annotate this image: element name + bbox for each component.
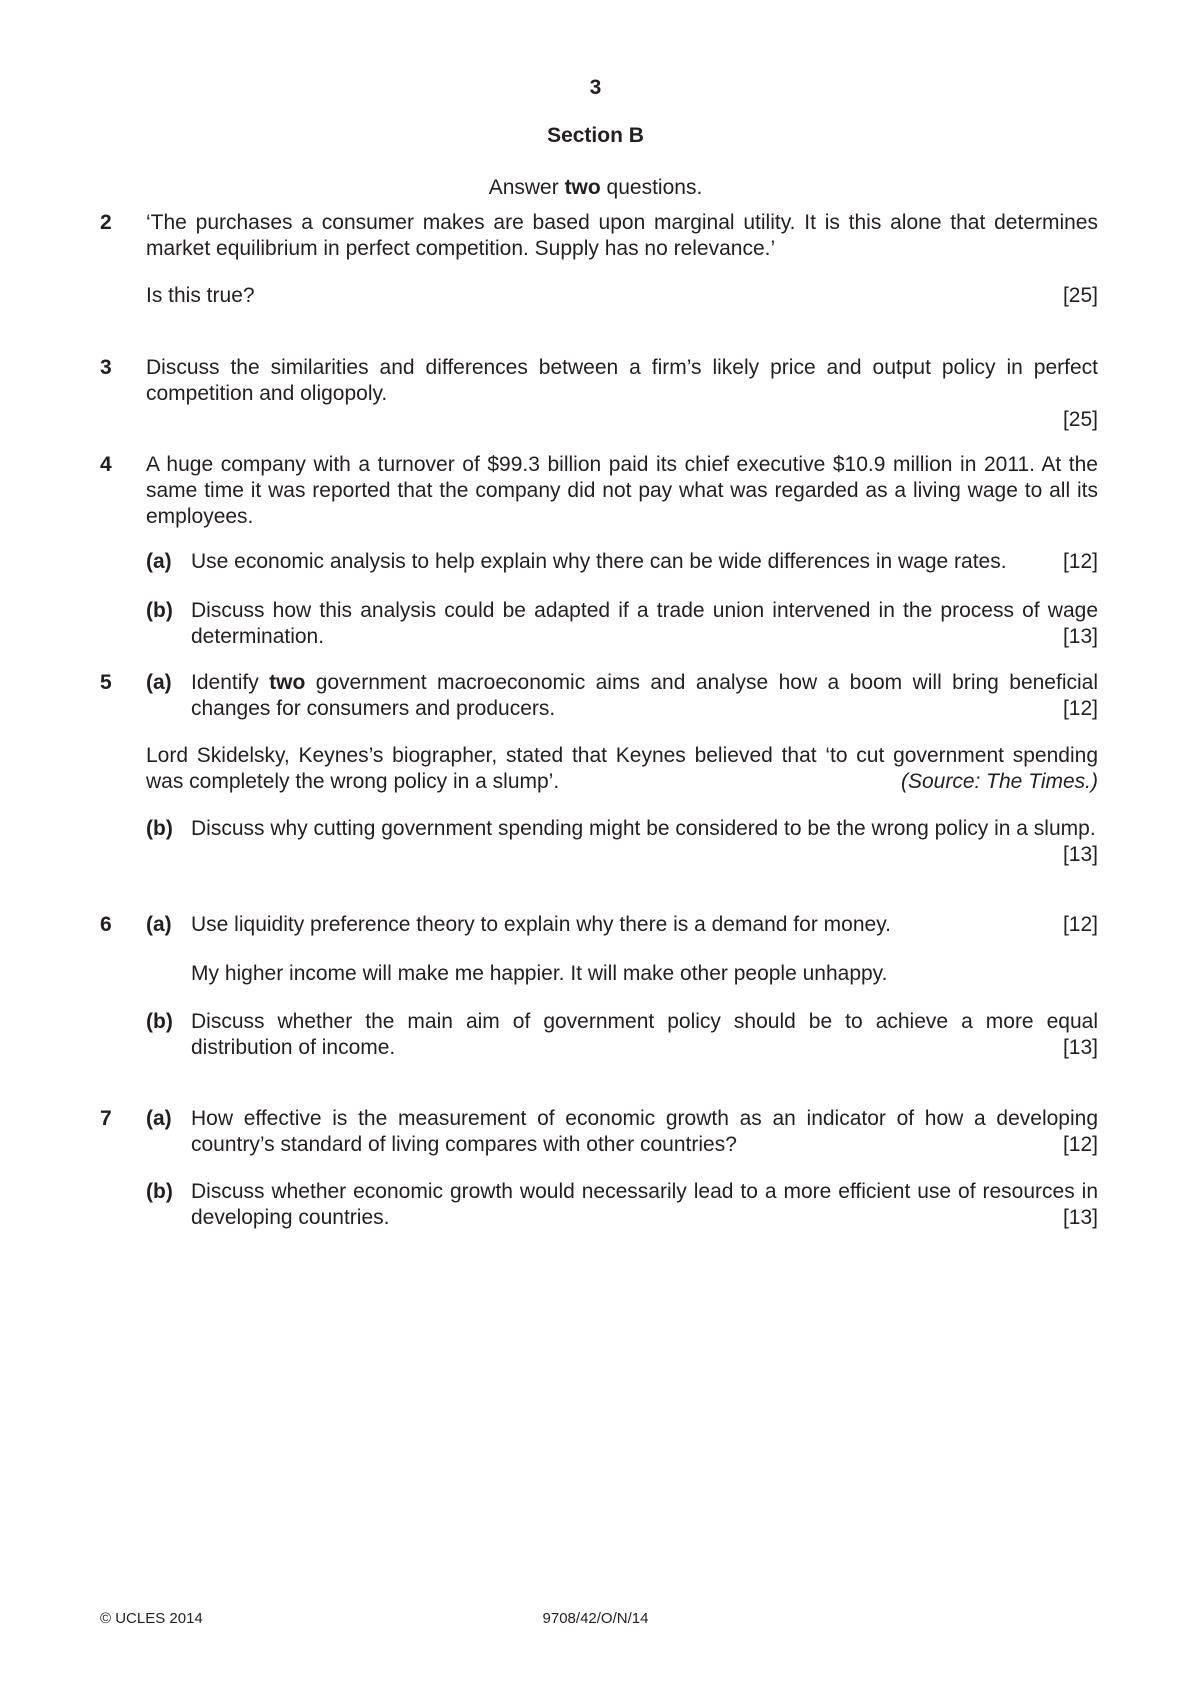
- mark: [25]: [1062, 408, 1098, 431]
- part-label: (a): [146, 671, 172, 694]
- part-text-bold: two: [269, 671, 306, 694]
- mark: [13]: [1062, 625, 1098, 648]
- instruction-text-1: Answer: [488, 176, 565, 199]
- mark: [13]: [1062, 843, 1098, 866]
- section-title: Section B: [547, 124, 644, 147]
- part-label: (a): [146, 1107, 172, 1130]
- question-text: A huge company with a turnover of $99.3 billion paid its chief executive $10.9 million in 2011. At the same time it was reported that the company did not pay what was regarded as a living wage to all its employees.: [146, 453, 1098, 528]
- part-text: Discuss whether the main aim of government policy should be to achieve a more equal distribution of income.: [191, 1010, 1098, 1059]
- part-text-2: government macroeconomic aims and analyse how a boom will bring beneficial changes for consumers and producers.: [191, 671, 1098, 720]
- part-text: Discuss how this analysis could be adapted if a trade union intervened in the process of wage determination.: [191, 599, 1098, 648]
- statement: My higher income will make me happier. It will make other people unhappy.: [191, 962, 888, 985]
- mark: [12]: [1062, 913, 1098, 936]
- page-number: 3: [589, 76, 602, 99]
- prompt-text: Is this true?: [146, 284, 255, 307]
- question-number: 6: [100, 913, 112, 936]
- mark: [12]: [1062, 1133, 1098, 1156]
- question-number: 3: [100, 356, 112, 379]
- copyright: © UCLES 2014: [100, 1610, 203, 1627]
- question-text-content: Discuss the similarities and differences between a firm’s likely price and output policy in perfect competition and oligopoly.: [146, 356, 1098, 405]
- quote: [146, 743, 1098, 795]
- part-label: (b): [146, 1180, 173, 1203]
- mark: [12]: [1062, 697, 1098, 720]
- part-label: (a): [146, 550, 172, 573]
- mark: [13]: [1062, 1206, 1098, 1229]
- part-text: Discuss why cutting government spending might be considered to be the wrong policy in a slump.: [191, 817, 1096, 840]
- question-number: 4: [100, 453, 112, 476]
- part-label: (b): [146, 599, 173, 622]
- part-label: (a): [146, 913, 172, 936]
- mark: [25]: [1062, 284, 1098, 307]
- instruction-text-2: questions.: [600, 176, 703, 199]
- source-citation: (Source: The Times.): [900, 770, 1098, 793]
- instruction-bold: two: [564, 176, 601, 199]
- part-label: (b): [146, 817, 173, 840]
- instruction: [0, 175, 1191, 201]
- part-text-1: Identify: [191, 671, 270, 694]
- question-number: 2: [100, 211, 112, 234]
- mark: [13]: [1062, 1036, 1098, 1059]
- question-text: [146, 355, 1098, 431]
- question-text: ‘The purchases a consumer makes are based upon marginal utility. It is this alone that determines market equilibrium in perfect competition. Supply has no relevance.’: [146, 211, 1098, 260]
- paper-code: 9708/42/O/N/14: [542, 1610, 649, 1627]
- part-label: (b): [146, 1010, 173, 1033]
- part-text: Use economic analysis to help explain why there can be wide differences in wage rates.: [191, 550, 1007, 573]
- question-number: 5: [100, 671, 112, 694]
- part-text: Discuss whether economic growth would necessarily lead to a more efficient use of resources in developing countries.: [191, 1180, 1098, 1229]
- question-number: 7: [100, 1107, 112, 1130]
- question-prompt: [146, 283, 1098, 309]
- quote-text: Lord Skidelsky, Keynes’s biographer, stated that Keynes believed that ‘to cut government spending was completely the wrong policy in a slump’.: [146, 744, 1098, 793]
- part-text: Use liquidity preference theory to explain why there is a demand for money.: [191, 913, 891, 936]
- mark: [12]: [1062, 550, 1098, 573]
- part-text: How effective is the measurement of economic growth as an indicator of how a developing country’s standard of living compares with other countries?: [191, 1107, 1098, 1156]
